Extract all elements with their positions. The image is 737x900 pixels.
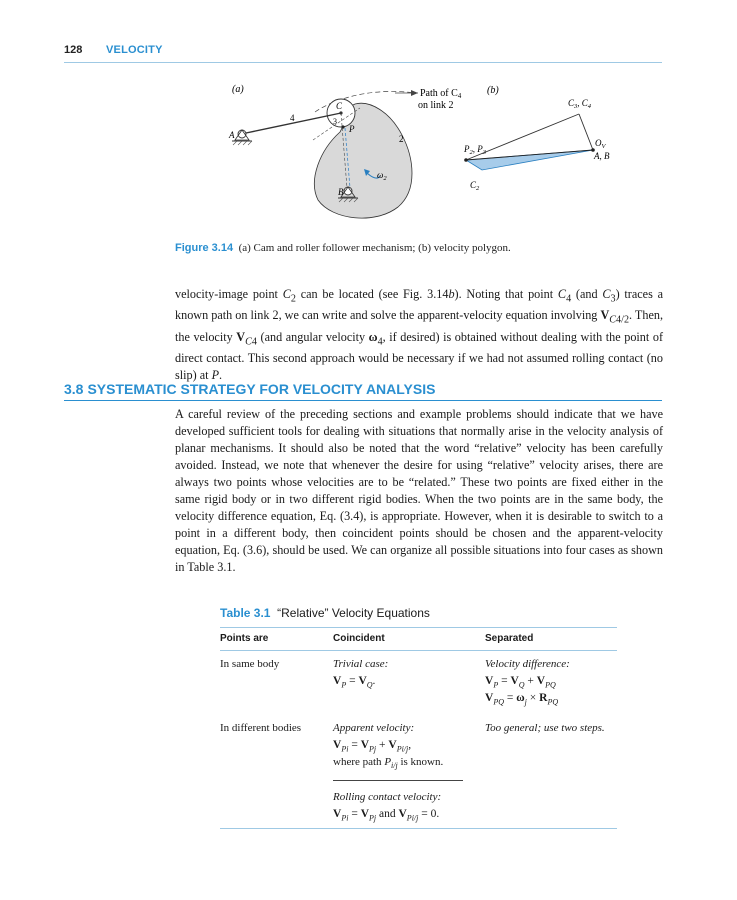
paragraph-2: A careful review of the preceding sections and example problems should indicate that we have developed sufficient tools for dealing with situations that normally arise in the velocity analysis of planar mechanisms. It should also be noted that the word “relative” velocity has been carefully avoided. Instead, we note that whenever the desire for using “relative” velocity arises, there are always two points whose velocities are to be “related.” These two points are fixed either in the same rigid body or in two different rigid bodies. When the two points are in the same body, the velocity difference equation, Eq. (3.4), is appropriate. However, when it is desirable to switch to a point in a different body, then coincident points should be chosen and the apparent-velocity equation, Eq. (3.6), should be used. We can organize all possible situations into four cases as shown in Table 3.1. <box>175 407 663 574</box>
table-header-points: Points are <box>220 633 269 644</box>
page-number: 128 <box>64 44 83 56</box>
label-B: B <box>338 187 344 197</box>
label-P: P <box>349 124 355 134</box>
poly-c3c4: C <box>568 98 575 108</box>
path-label-line1: Path of C <box>420 88 458 99</box>
table-rule-header <box>220 650 617 651</box>
svg-text:Path of C4 <box>420 88 462 100</box>
row2-label: In different bodies <box>220 722 302 734</box>
table-header-coincident: Coincident <box>333 633 385 644</box>
section-title: SYSTEMATIC STRATEGY FOR VELOCITY ANALYSIS <box>87 381 436 397</box>
row3-coincident-title: Rolling contact velocity: <box>333 791 442 803</box>
paragraph-1: velocity-image point $C_2$ can be located (see Fig. 3.14b). Noting that point $C_4$ (and $C_3$) traces a known path on link 2, we can write and solve the apparent-velocity equation involving $V_{C4/2}$. Then, the velocity $V_{C4}$ (and angular velocity $\omega_4$, if desired) is obtained without dealing with the point of direct contact. This second approach would be necessary if we had not assumed rolling contact (no slip) at P. <box>175 287 664 383</box>
panel-a-label: (a) <box>232 84 244 95</box>
row1-separated-eq1: $V_P = V_Q + V_{PQ}$ <box>485 675 556 690</box>
row1-separated-eq2: $V_{PQ} = \omega_j \times R_{PQ}$ <box>485 692 559 707</box>
row3-coincident-eq: $V_{Pi} = V_{Pj}$ and $V_{Pi/j} = 0$. <box>333 808 440 823</box>
path-label-line2: on link 2 <box>418 100 454 111</box>
row2-separated: Too general; use two steps. <box>485 722 605 734</box>
path-label-sub: 4 <box>457 92 462 100</box>
label-3: 3 <box>333 117 337 126</box>
label-omega: ω <box>377 170 384 180</box>
poly-p2p3: P <box>464 144 470 154</box>
svg-text:P2, P3: $P_2$, $P_3$ <box>464 144 486 156</box>
row2-coincident-note: where path $P_{i/j}$ is known. <box>333 756 444 771</box>
row1-label: In same body <box>220 658 280 670</box>
svg-text:C2: $C_2$ <box>470 180 480 192</box>
table-label: Table 3.1 <box>220 606 271 620</box>
table-title-text: “Relative” Velocity Equations <box>277 606 430 620</box>
label-4: 4 <box>290 113 295 123</box>
figure-3-14 <box>0 0 737 260</box>
panel-b-label: (b) <box>487 85 499 96</box>
poly-ab: A, B <box>594 151 610 161</box>
label-omega-sub: 2 <box>383 175 387 182</box>
figure-caption <box>175 242 511 254</box>
table-rule-bottom <box>220 828 617 829</box>
row2-coincident-title: Apparent velocity: <box>333 722 415 734</box>
section-number: 3.8 <box>64 381 84 397</box>
label-C: C <box>336 101 343 111</box>
section-heading <box>64 381 662 401</box>
poly-ov: O <box>595 138 602 148</box>
figure-caption-text: (a) Cam and roller follower mechanism; (b) velocity polygon. <box>238 242 511 254</box>
row1-coincident-eq: $V_P = V_Q$. <box>333 675 376 690</box>
figure-caption-label: Figure 3.14 <box>175 242 234 254</box>
row2-divider <box>333 780 463 781</box>
svg-text:C3, C4: $C_3$, $C_4$ <box>568 98 592 110</box>
row1-separated-title: Velocity difference: <box>485 658 570 670</box>
table-rule-top <box>220 627 617 628</box>
table-title <box>220 606 430 620</box>
table-header-separated: Separated <box>485 633 534 644</box>
svg-text:OV: $O_V$ <box>595 138 606 150</box>
row2-coincident-eq: $V_{Pi} = V_{Pj} + V_{Pi/j}$, <box>333 739 412 754</box>
running-title: VELOCITY <box>106 44 163 56</box>
label-A: A <box>229 130 235 140</box>
row1-coincident-title: Trivial case: <box>333 658 389 670</box>
label-2: 2 <box>399 134 404 144</box>
poly-c2: C <box>470 180 477 190</box>
